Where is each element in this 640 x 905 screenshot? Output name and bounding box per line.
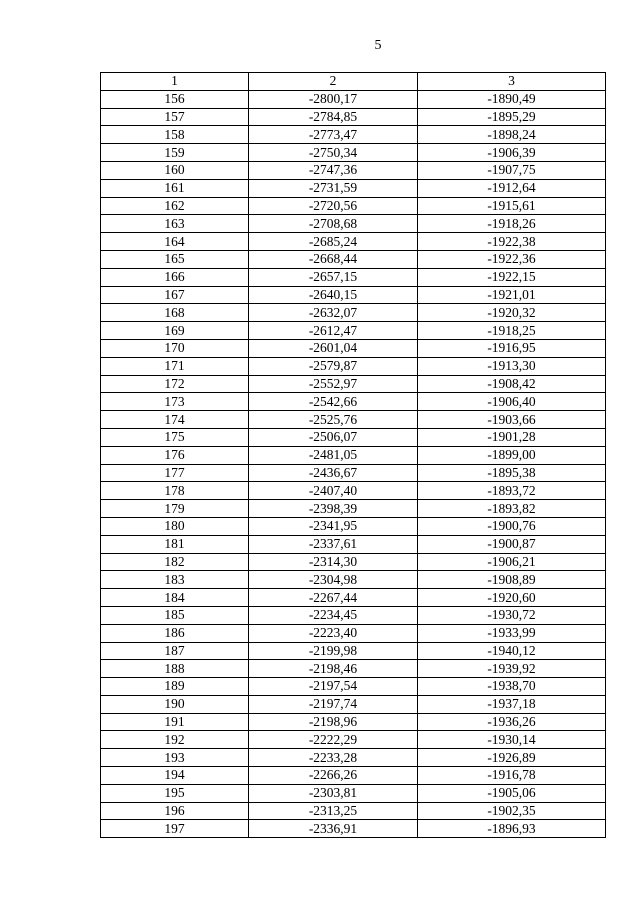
table-row xyxy=(101,393,606,411)
cell-index: 157 xyxy=(101,108,249,126)
cell-value-3: -1898,24 xyxy=(418,126,606,144)
table-row xyxy=(101,339,606,357)
cell-value-3: -1893,72 xyxy=(418,482,606,500)
cell-value-3: -1922,36 xyxy=(418,250,606,268)
cell-value-2: -2579,87 xyxy=(249,357,418,375)
cell-value-3: -1933,99 xyxy=(418,624,606,642)
cell-value-3: -1916,95 xyxy=(418,339,606,357)
cell-value-2: -2525,76 xyxy=(249,411,418,429)
table-row xyxy=(101,126,606,144)
cell-value-3: -1930,72 xyxy=(418,606,606,624)
cell-index: 158 xyxy=(101,126,249,144)
table-row xyxy=(101,215,606,233)
column-header-3: 3 xyxy=(418,73,606,91)
cell-value-2: -2784,85 xyxy=(249,108,418,126)
cell-index: 165 xyxy=(101,250,249,268)
cell-value-3: -1890,49 xyxy=(418,90,606,108)
table-row xyxy=(101,482,606,500)
table-row xyxy=(101,464,606,482)
table-row xyxy=(101,304,606,322)
cell-value-2: -2267,44 xyxy=(249,589,418,607)
cell-value-3: -1936,26 xyxy=(418,713,606,731)
cell-value-2: -2337,61 xyxy=(249,535,418,553)
table-row xyxy=(101,767,606,785)
cell-value-2: -2407,40 xyxy=(249,482,418,500)
cell-value-2: -2542,66 xyxy=(249,393,418,411)
cell-index: 190 xyxy=(101,695,249,713)
cell-index: 159 xyxy=(101,144,249,162)
cell-index: 181 xyxy=(101,535,249,553)
cell-index: 194 xyxy=(101,767,249,785)
cell-value-2: -2314,30 xyxy=(249,553,418,571)
cell-value-3: -1903,66 xyxy=(418,411,606,429)
cell-value-3: -1901,28 xyxy=(418,428,606,446)
cell-index: 188 xyxy=(101,660,249,678)
table-row xyxy=(101,553,606,571)
cell-value-2: -2336,91 xyxy=(249,820,418,838)
cell-index: 166 xyxy=(101,268,249,286)
cell-value-3: -1905,06 xyxy=(418,784,606,802)
table-row xyxy=(101,428,606,446)
cell-index: 174 xyxy=(101,411,249,429)
cell-value-2: -2197,54 xyxy=(249,678,418,696)
table-row xyxy=(101,749,606,767)
table-row xyxy=(101,90,606,108)
cell-value-2: -2233,28 xyxy=(249,749,418,767)
cell-value-3: -1907,75 xyxy=(418,161,606,179)
table-row xyxy=(101,250,606,268)
column-header-1: 1 xyxy=(101,73,249,91)
table-row xyxy=(101,589,606,607)
cell-value-2: -2223,40 xyxy=(249,624,418,642)
table-row xyxy=(101,820,606,838)
cell-index: 179 xyxy=(101,500,249,518)
table-row xyxy=(101,695,606,713)
table-row xyxy=(101,446,606,464)
cell-index: 196 xyxy=(101,802,249,820)
cell-value-2: -2198,96 xyxy=(249,713,418,731)
cell-index: 176 xyxy=(101,446,249,464)
cell-value-2: -2708,68 xyxy=(249,215,418,233)
cell-value-2: -2436,67 xyxy=(249,464,418,482)
cell-value-2: -2199,98 xyxy=(249,642,418,660)
cell-value-3: -1922,15 xyxy=(418,268,606,286)
cell-value-3: -1938,70 xyxy=(418,678,606,696)
cell-value-3: -1906,21 xyxy=(418,553,606,571)
cell-index: 182 xyxy=(101,553,249,571)
table-row xyxy=(101,161,606,179)
cell-value-2: -2313,25 xyxy=(249,802,418,820)
table-row xyxy=(101,144,606,162)
table-row xyxy=(101,375,606,393)
cell-value-3: -1937,18 xyxy=(418,695,606,713)
table-row xyxy=(101,411,606,429)
cell-index: 170 xyxy=(101,339,249,357)
cell-index: 192 xyxy=(101,731,249,749)
coordinates-table xyxy=(100,72,606,838)
table-header xyxy=(101,73,606,91)
table-row xyxy=(101,179,606,197)
cell-value-2: -2800,17 xyxy=(249,90,418,108)
table-row xyxy=(101,357,606,375)
table-row xyxy=(101,642,606,660)
cell-value-3: -1908,89 xyxy=(418,571,606,589)
table-row xyxy=(101,535,606,553)
table-row xyxy=(101,268,606,286)
cell-index: 163 xyxy=(101,215,249,233)
cell-index: 171 xyxy=(101,357,249,375)
cell-value-2: -2552,97 xyxy=(249,375,418,393)
cell-value-2: -2481,05 xyxy=(249,446,418,464)
cell-index: 175 xyxy=(101,428,249,446)
cell-value-3: -1915,61 xyxy=(418,197,606,215)
cell-value-2: -2506,07 xyxy=(249,428,418,446)
cell-value-2: -2266,26 xyxy=(249,767,418,785)
cell-index: 167 xyxy=(101,286,249,304)
cell-value-3: -1906,40 xyxy=(418,393,606,411)
cell-value-3: -1921,01 xyxy=(418,286,606,304)
cell-index: 197 xyxy=(101,820,249,838)
cell-value-3: -1902,35 xyxy=(418,802,606,820)
cell-value-3: -1916,78 xyxy=(418,767,606,785)
cell-index: 195 xyxy=(101,784,249,802)
cell-index: 169 xyxy=(101,322,249,340)
cell-value-3: -1940,12 xyxy=(418,642,606,660)
cell-index: 172 xyxy=(101,375,249,393)
cell-value-3: -1918,25 xyxy=(418,322,606,340)
cell-index: 186 xyxy=(101,624,249,642)
cell-value-2: -2197,74 xyxy=(249,695,418,713)
cell-value-2: -2773,47 xyxy=(249,126,418,144)
cell-value-2: -2750,34 xyxy=(249,144,418,162)
cell-value-3: -1939,92 xyxy=(418,660,606,678)
cell-value-2: -2657,15 xyxy=(249,268,418,286)
cell-value-2: -2668,44 xyxy=(249,250,418,268)
cell-value-2: -2222,29 xyxy=(249,731,418,749)
table-row xyxy=(101,233,606,251)
table-row xyxy=(101,802,606,820)
cell-index: 168 xyxy=(101,304,249,322)
cell-value-2: -2303,81 xyxy=(249,784,418,802)
cell-index: 177 xyxy=(101,464,249,482)
cell-value-2: -2304,98 xyxy=(249,571,418,589)
cell-value-2: -2234,45 xyxy=(249,606,418,624)
cell-index: 164 xyxy=(101,233,249,251)
table-header-row xyxy=(101,73,606,91)
cell-value-3: -1918,26 xyxy=(418,215,606,233)
cell-value-2: -2720,56 xyxy=(249,197,418,215)
table-row xyxy=(101,660,606,678)
cell-index: 156 xyxy=(101,90,249,108)
cell-value-3: -1908,42 xyxy=(418,375,606,393)
table-row xyxy=(101,678,606,696)
cell-value-3: -1896,93 xyxy=(418,820,606,838)
table-row xyxy=(101,108,606,126)
cell-index: 183 xyxy=(101,571,249,589)
cell-value-2: -2601,04 xyxy=(249,339,418,357)
cell-index: 178 xyxy=(101,482,249,500)
cell-value-3: -1913,30 xyxy=(418,357,606,375)
cell-value-3: -1899,00 xyxy=(418,446,606,464)
cell-index: 191 xyxy=(101,713,249,731)
cell-value-3: -1912,64 xyxy=(418,179,606,197)
table-row xyxy=(101,500,606,518)
cell-value-3: -1922,38 xyxy=(418,233,606,251)
cell-value-2: -2341,95 xyxy=(249,517,418,535)
cell-value-3: -1900,76 xyxy=(418,517,606,535)
cell-value-2: -2685,24 xyxy=(249,233,418,251)
table-row xyxy=(101,286,606,304)
cell-value-2: -2612,47 xyxy=(249,322,418,340)
cell-index: 193 xyxy=(101,749,249,767)
table-row xyxy=(101,322,606,340)
table-row xyxy=(101,713,606,731)
cell-index: 184 xyxy=(101,589,249,607)
cell-value-2: -2632,07 xyxy=(249,304,418,322)
cell-value-2: -2398,39 xyxy=(249,500,418,518)
cell-value-3: -1895,29 xyxy=(418,108,606,126)
cell-index: 185 xyxy=(101,606,249,624)
cell-value-2: -2198,46 xyxy=(249,660,418,678)
column-header-2: 2 xyxy=(249,73,418,91)
cell-value-3: -1900,87 xyxy=(418,535,606,553)
cell-index: 187 xyxy=(101,642,249,660)
cell-value-3: -1893,82 xyxy=(418,500,606,518)
cell-index: 180 xyxy=(101,517,249,535)
table-row xyxy=(101,606,606,624)
cell-value-3: -1920,60 xyxy=(418,589,606,607)
cell-index: 160 xyxy=(101,161,249,179)
table-row xyxy=(101,731,606,749)
cell-index: 173 xyxy=(101,393,249,411)
cell-value-3: -1895,38 xyxy=(418,464,606,482)
cell-index: 162 xyxy=(101,197,249,215)
cell-value-2: -2640,15 xyxy=(249,286,418,304)
cell-value-2: -2747,36 xyxy=(249,161,418,179)
table-row xyxy=(101,517,606,535)
table-body xyxy=(101,90,606,837)
cell-value-3: -1930,14 xyxy=(418,731,606,749)
page-number: 5 xyxy=(374,38,382,53)
cell-value-3: -1920,32 xyxy=(418,304,606,322)
cell-index: 161 xyxy=(101,179,249,197)
table-row xyxy=(101,784,606,802)
table-row xyxy=(101,624,606,642)
table-row xyxy=(101,197,606,215)
cell-value-3: -1926,89 xyxy=(418,749,606,767)
table-row xyxy=(101,571,606,589)
cell-index: 189 xyxy=(101,678,249,696)
cell-value-2: -2731,59 xyxy=(249,179,418,197)
cell-value-3: -1906,39 xyxy=(418,144,606,162)
